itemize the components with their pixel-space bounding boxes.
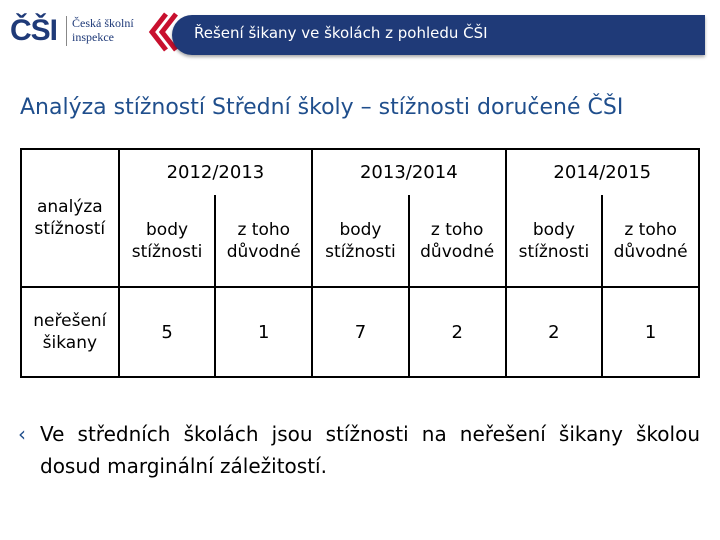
value-cell: 1 (215, 287, 312, 377)
complaints-table (20, 148, 700, 378)
subheader-justified: z toho důvodné (215, 195, 312, 287)
subheader-body: body stížnosti (119, 195, 216, 287)
value-cell: 2 (409, 287, 506, 377)
subheader-body: body stížnosti (312, 195, 409, 287)
csi-logo (10, 12, 150, 52)
logo-mark: ČŠI (10, 14, 58, 47)
row-header-analysis: analýza stížností (21, 149, 119, 287)
header (0, 0, 720, 62)
bullet-text: Ve středních školách jsou stížnosti na neřešení šikany školou dosud marginální záležitostí. (40, 422, 700, 478)
value-cell: 1 (602, 287, 699, 377)
logo-line-1: Česká školní (72, 16, 134, 30)
chevron-left-icon: ‹ (18, 422, 26, 446)
subheader-justified: z toho důvodné (602, 195, 699, 287)
title-banner (172, 15, 705, 55)
table-row (21, 287, 699, 377)
value-cell: 2 (506, 287, 603, 377)
logo-divider (66, 16, 67, 46)
year-header: 2014/2015 (506, 149, 699, 195)
value-cell: 7 (312, 287, 409, 377)
subheader-body: body stížnosti (506, 195, 603, 287)
banner-title: Řešení šikany ve školách z pohledu ČŠI (194, 24, 488, 42)
logo-line-2: inspekce (72, 30, 114, 44)
year-header: 2013/2014 (312, 149, 505, 195)
year-header: 2012/2013 (119, 149, 312, 195)
slide-title: Analýza stížností Střední školy – stížnosti doručené ČŠI (20, 95, 624, 120)
row-label: neřešení šikany (21, 287, 119, 377)
value-cell: 5 (119, 287, 216, 377)
subheader-justified: z toho důvodné (409, 195, 506, 287)
